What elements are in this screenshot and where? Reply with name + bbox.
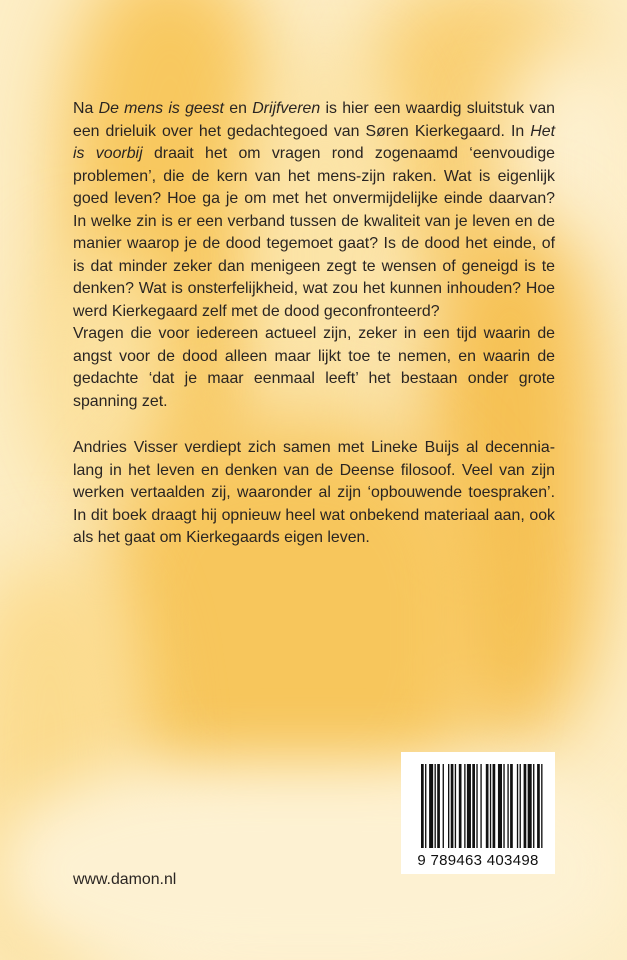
- barcode-bar: [451, 764, 454, 848]
- book-title-italic: Het is voorbij: [73, 122, 555, 162]
- blurb-text-run: Na: [73, 100, 99, 117]
- barcode-bar: [486, 764, 489, 848]
- barcode-bar: [510, 764, 513, 848]
- barcode-bar: [493, 764, 496, 848]
- barcode-bar: [443, 764, 444, 848]
- barcode-bar: [437, 764, 440, 848]
- barcode-bar: [455, 764, 456, 848]
- barcode-bar: [490, 764, 491, 848]
- blurb-paragraph-questions: Vragen die voor iedereen actueel zijn, zeker in een tijd waarin de angst voor de dood alleen maar lijkt toe te nemen, en waarin de gedachte ‘dat je maar eenmaal leeft’ het bestaan onder grote spanning zet.: [73, 325, 555, 410]
- barcode-bars: [401, 752, 555, 852]
- blurb-paragraph-intro: [73, 98, 555, 323]
- blurb-text-run: en: [223, 100, 253, 117]
- book-title-italic: Drijfveren: [252, 100, 321, 117]
- barcode-bar: [517, 764, 518, 848]
- barcode-bar: [524, 764, 527, 848]
- blurb-paragraph-author: Andries Visser verdiept zich samen met Lineke Buijs al decennialang in het leven en denken van de Deense filosoof. Veel van zijn werken vertaalden zij, waaronder al zijn ‘opbouwende toespraken’. In dit boek draagt hij opnieuw heel wat onbekend materiaal aan, ook als het gaat om Kierkegaards eigen leven.: [73, 439, 555, 546]
- barcode-bar: [472, 764, 475, 848]
- barcode-bar: [533, 764, 534, 848]
- book-title-italic: De mens is geest: [98, 100, 224, 117]
- isbn-number: 9 789463 403498: [417, 852, 539, 869]
- blurb-text: [73, 98, 555, 550]
- barcode-bar: [480, 764, 481, 848]
- barcode-bar: [435, 764, 436, 848]
- barcode-bar: [448, 764, 449, 848]
- publisher-website: www.damon.nl: [73, 871, 177, 888]
- barcode-bar: [429, 764, 433, 848]
- blurb-text-run: draait het om vragen rond zogenaamd ‘eenvoudige problemen’, die de kern van het mens-zijn raken. Wat is eigenlijk goed leven? Hoe ga je om met het onvermijdelijke einde daarvan? In welke zin is er een verband tussen de kwaliteit van je leven en de manier waarop je de dood tegemoet gaat? Is de dood het einde, of is dat minder zeker dan menigeen zegt te wensen of geneigd is te denken? Wat is onsterfelijkheid, wat zou het kunnen inhouden? Hoe werd Kierkegaard zelf met de dood geconfronteerd?: [73, 145, 556, 320]
- barcode-bar: [507, 764, 508, 848]
- barcode-bar: [537, 764, 540, 848]
- barcode-bar: [498, 764, 502, 848]
- barcode-bar: [520, 764, 521, 848]
- barcode-bar: [467, 764, 471, 848]
- barcode-bar: [421, 764, 424, 848]
- barcode-bar: [528, 764, 532, 848]
- barcode-bar: [459, 764, 462, 848]
- barcode-bar: [425, 764, 426, 848]
- barcode-bar: [464, 764, 465, 848]
- isbn-barcode: [401, 752, 555, 874]
- blurb-text-run: is hier een waardig sluitstuk van een drieluik over het gedachtegoed van Søren Kierkegaard. In: [73, 100, 555, 140]
- barcode-bar: [503, 764, 504, 848]
- barcode-bar: [541, 764, 542, 848]
- barcode-bar: [476, 764, 477, 848]
